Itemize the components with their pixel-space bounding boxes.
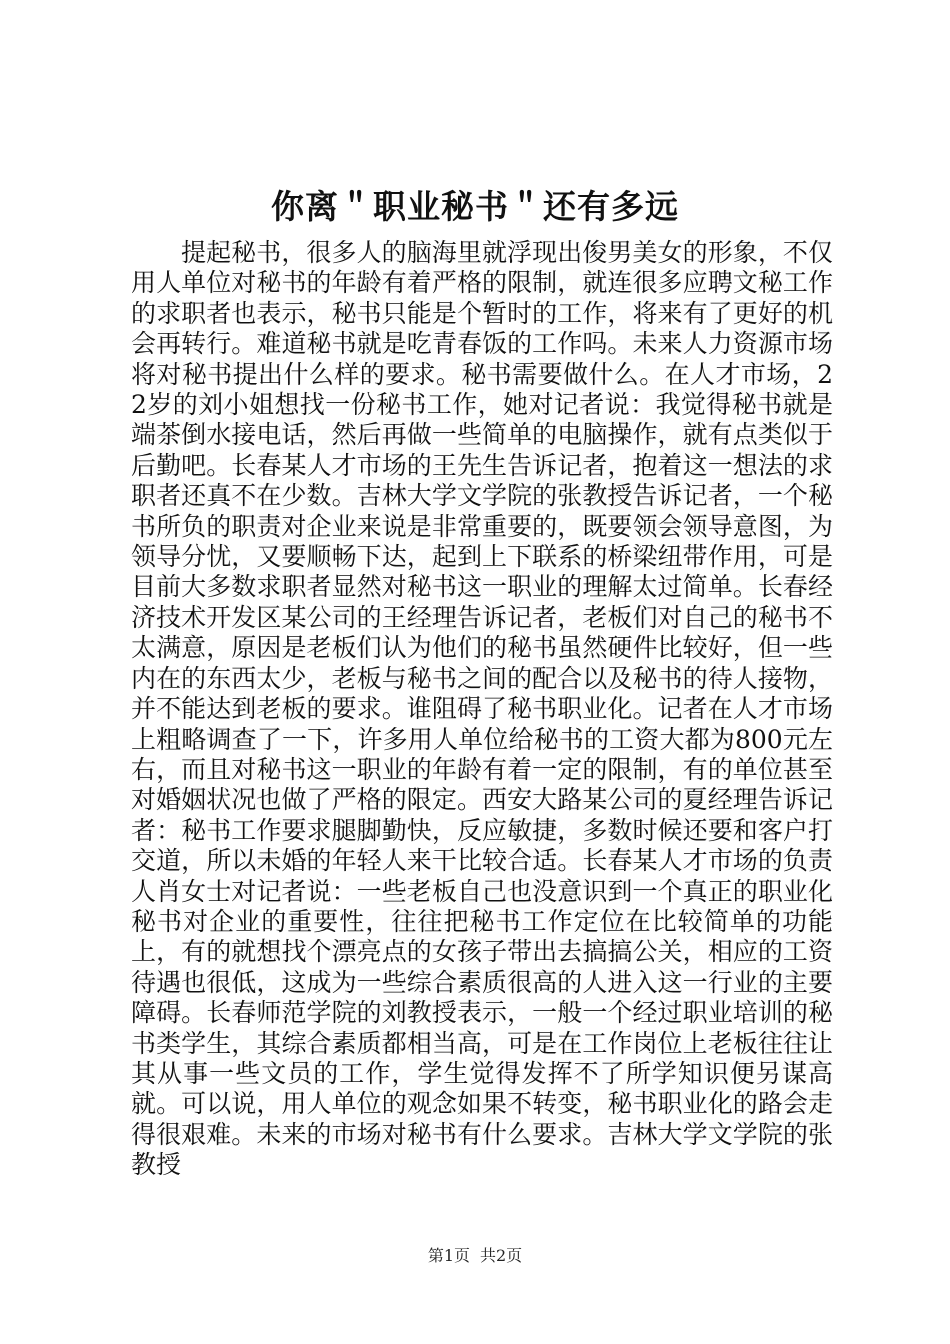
document-title: 你离＂职业秘书＂还有多远 bbox=[271, 187, 679, 226]
page-number: 第1页 bbox=[427, 1246, 470, 1265]
document-body: 提起秘书，很多人的脑海里就浮现出俊男美女的形象，不仅用人单位对秘书的年龄有着严格的限制，就连很多应聘文秘工作的求职者也表示，秘书只能是个暂时的工作，将来有了更好的机会再转行。难道秘书就是吃青春饭的工作吗。未来人力资源市场将对秘书提出什么样的要求。秘书需要做什么。在人才市场，22岁的刘小姐想找一份秘书工作，她对记者说：我觉得秘书就是端茶倒水接电话，然后再做一些简单的电脑操作，就有点类似于后勤吧。长春某人才市场的王先生告诉记者，抱着这一想法的求职者还真不在少数。吉林大学文学院的张教授告诉记者，一个秘书所负的职责对企业来说是非常重要的，既要领会领导意图，为领导分忧，又要顺畅下达，起到上下联系的桥梁纽带作用，可是目前大多数求职者显然对秘书这一职业的理解太过简单。长春经济技术开发区某公司的王经理告诉记者，老板们对自己的秘书不太满意，原因是老板们认为他们的秘书虽然硬件比较好，但一些内在的东西太少，老板与秘书之间的配合以及秘书的待人接物，并不能达到老板的要求。谁阻碍了秘书职业化。记者在人才市场上粗略调查了一下，许多用人单位给秘书的工资大都为800元左右，而且对秘书这一职业的年龄有着一定的限制，有的单位甚至对婚姻状况也做了严格的限定。西安大路某公司的夏经理告诉记者：秘书工作要求腿脚勤快，反应敏捷，多数时候还要和客户打交道，所以未婚的年轻人来干比较合适。长春某人才市场的负责人肖女士对记者说：一些老板自己也没意识到一个真正的职业化秘书对企业的重要性，往往把秘书工作定位在比较简单的功能上，有的就想找个漂亮点的女孩子带出去搞搞公关，相应的工资待遇也很低，这成为一些综合素质很高的人进入这一行业的主要障碍。长春师范学院的刘教授表示，一般一个经过职业培训的秘书类学生，其综合素质都相当高，可是在工作岗位上老板往往让其从事一些文员的工作，学生觉得发挥不了所学知识便另谋高就。可以说，用人单位的观念如果不转变，秘书职业化的路会走得很艰难。未来的市场对秘书有什么要求。吉林大学文学院的张教授 bbox=[131, 238, 833, 1180]
page-footer bbox=[0, 1245, 950, 1267]
page-total: 共2页 bbox=[480, 1246, 523, 1265]
